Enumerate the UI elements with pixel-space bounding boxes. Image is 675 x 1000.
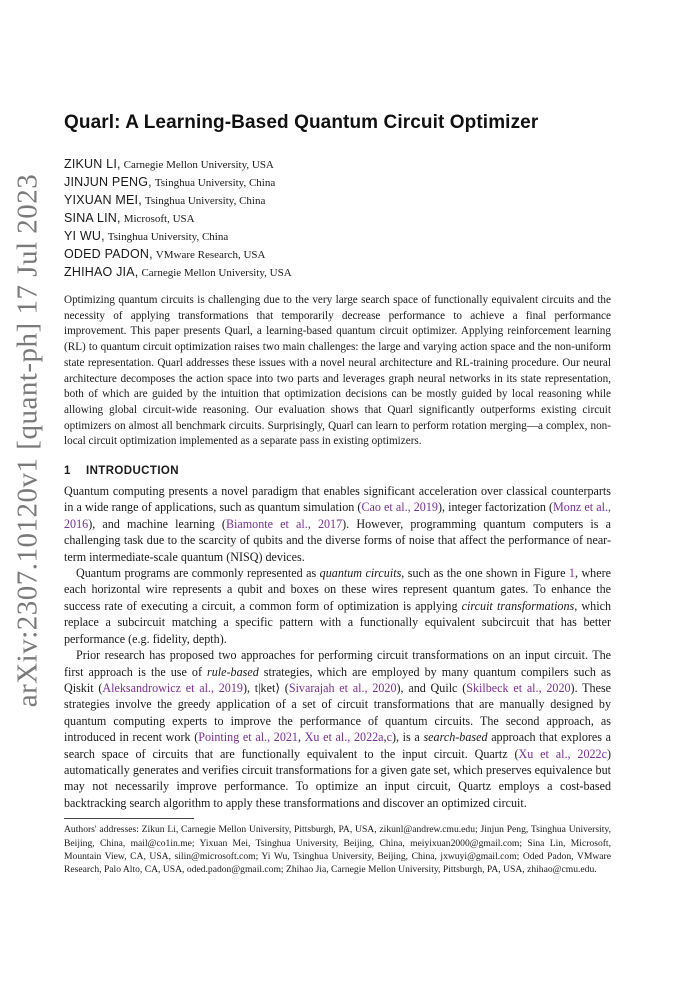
citation-link[interactable]: c (386, 730, 392, 745)
author-affiliation: Carnegie Mellon University, USA (141, 267, 292, 279)
citation-link[interactable]: Xu et al., 2022c (518, 746, 607, 761)
author-entry (64, 173, 611, 191)
citation-link[interactable]: Skilbeck et al., 2020 (466, 680, 571, 695)
body-paragraph-3: Prior research has proposed two approaches for performing circuit transformations on an input circuit. The first approach is the use of rule-based strategies, which are employed by many quantum compilers such as Qiskit (Aleksandrowicz et al., 2019), t|ket⟩ (Sivarajah et al., 2020), and Quilc (Skilbeck et al., 2020). These strategies involve the greedy application of a set of circuit transformations that are manually designed by quantum computing experts to improve the performance of quantum circuits. The second approach, as introduced in recent work (Pointing et al., 2021, Xu et al., 2022a,c), is a search-based approach that explores a search space of circuits that are functionally equivalent to the input circuit. Quartz (Xu et al., 2022c) automatically generates and verifies circuit transformations for a given gate set, which preserves equivalence but may not necessarily improve performance. To optimize an input circuit, Quartz employs a cost-based backtracking search algorithm to apply these transformations and discover an optimized circuit. (64, 648, 612, 810)
citation-link[interactable]: Xu et al., 2022a (304, 730, 384, 745)
paper-page (64, 112, 611, 877)
author-addresses-footnote: Authors' addresses: Zikun Li, Carnegie Mellon University, Pittsburgh, PA, USA, zikunl@andrew.cmu.edu; Jinjun Peng, Tsinghua University, Beijing, China, mail@co1in.me; Yixuan Mei, Tsinghua University, Beijing, China, meiyixuan2000@gmail.com; Sina Lin, Microsoft, Mountain View, CA, USA, silin@microsoft.com; Yi Wu, Tsinghua University, Beijing, China, jxwuyi@gmail.com; Oded Padon, VMware Research, Palo Alto, CA, USA, oded.padon@gmail.com; Zhihao Jia, Carnegie Mellon University, Pittsburgh, PA, USA, zhihao@cmu.edu. (64, 824, 611, 876)
citation-link[interactable]: Aleksandrowicz et al., 2019 (102, 680, 243, 695)
body-paragraph-2: Quantum programs are commonly represented as quantum circuits, such as the one shown in Figure 1, where each horizontal wire represents a qubit and boxes on these wires represent quantum gates. To enhance the success rate of executing a circuit, a common form of optimization is applying circuit transformations, which replace a subcircuit matching a specific pattern with a functionally equivalent subcircuit that has better performance (e.g. fidelity, depth). (64, 566, 611, 646)
author-affiliation: Tsinghua University, China (154, 177, 276, 189)
author-affiliation: Carnegie Mellon University, USA (123, 159, 274, 171)
author-list (64, 155, 611, 281)
author-name: YI WU, (64, 229, 105, 243)
citation-link[interactable]: Pointing et al., 2021 (198, 730, 298, 745)
emphasis: circuit transformations (461, 598, 575, 613)
section-title: INTRODUCTION (86, 465, 179, 478)
author-entry (64, 227, 611, 245)
author-entry (64, 155, 611, 173)
author-name: ZIKUN LI, (64, 157, 121, 171)
emphasis: rule-based (207, 664, 259, 679)
citation-link[interactable]: Monz et al., 2016 (64, 500, 611, 531)
author-entry (64, 191, 611, 209)
paper-title: Quarl: A Learning-Based Quantum Circuit Optimizer (64, 112, 539, 133)
emphasis: quantum circuits (319, 566, 402, 581)
author-affiliation: Microsoft, USA (123, 213, 195, 225)
body-paragraph-1: Quantum computing presents a novel paradigm that enables significant acceleration over classical counterparts in a wide range of applications, such as quantum simulation (Cao et al., 2019), integer factorization (Monz et al., 2016), and machine learning (Biamonte et al., 2017). However, programming quantum computers is a challenging task due to the scarcity of qubits and the diverse forms of noise that affect the performance of near-term intermediate-scale quantum (NISQ) devices. (64, 484, 611, 564)
arxiv-identifier-stamp (8, 173, 48, 707)
citation-link[interactable]: Biamonte et al., 2017 (225, 516, 343, 531)
section-heading (64, 465, 611, 477)
author-affiliation: VMware Research, USA (155, 249, 266, 261)
figure-reference-link[interactable]: 1 (568, 566, 575, 581)
author-affiliation: Tsinghua University, China (107, 231, 229, 243)
author-entry (64, 263, 611, 281)
section-number: 1 (64, 465, 71, 478)
citation-link[interactable]: Cao et al., 2019 (361, 500, 438, 515)
citation-link[interactable]: Sivarajah et al., 2020 (288, 680, 397, 695)
emphasis: search-based (423, 730, 488, 745)
author-name: YIXUAN MEI, (64, 193, 142, 207)
author-entry (64, 245, 611, 263)
arxiv-identifier-text: arXiv:2307.10120v1 [quant-ph] 17 Jul 2023 (11, 173, 44, 707)
abstract: Optimizing quantum circuits is challenging due to the very large search space of functionally equivalent circuits and the necessity of applying transformations that temporarily decrease performance to achieve a final performance improvement. This paper presents Quarl, a learning-based quantum circuit optimizer. Applying reinforcement learning (RL) to quantum circuit optimization raises two main challenges: the large and varying action space and the non-uniform state representation. Quarl addresses these issues with a novel neural architecture and RL-training procedure. Our neural architecture decomposes the action space into two parts and leverages graph neural networks in its state representation, both of which are guided by the intuition that optimization decisions can be mostly guided by local reasoning while allowing global circuit-wide reasoning. Our evaluation shows that Quarl significantly outperforms existing circuit optimizers on almost all benchmark circuits. Surprisingly, Quarl can learn to perform rotation merging—a complex, non-local circuit optimization implemented as a separate pass in existing optimizers. (64, 294, 611, 448)
author-name: ODED PADON, (64, 247, 153, 261)
author-name: ZHIHAO JIA, (64, 265, 139, 279)
author-name: JINJUN PENG, (64, 175, 152, 189)
author-entry (64, 209, 611, 227)
author-name: SINA LIN, (64, 211, 121, 225)
author-affiliation: Tsinghua University, China (144, 195, 266, 207)
footnote-divider (64, 818, 194, 819)
